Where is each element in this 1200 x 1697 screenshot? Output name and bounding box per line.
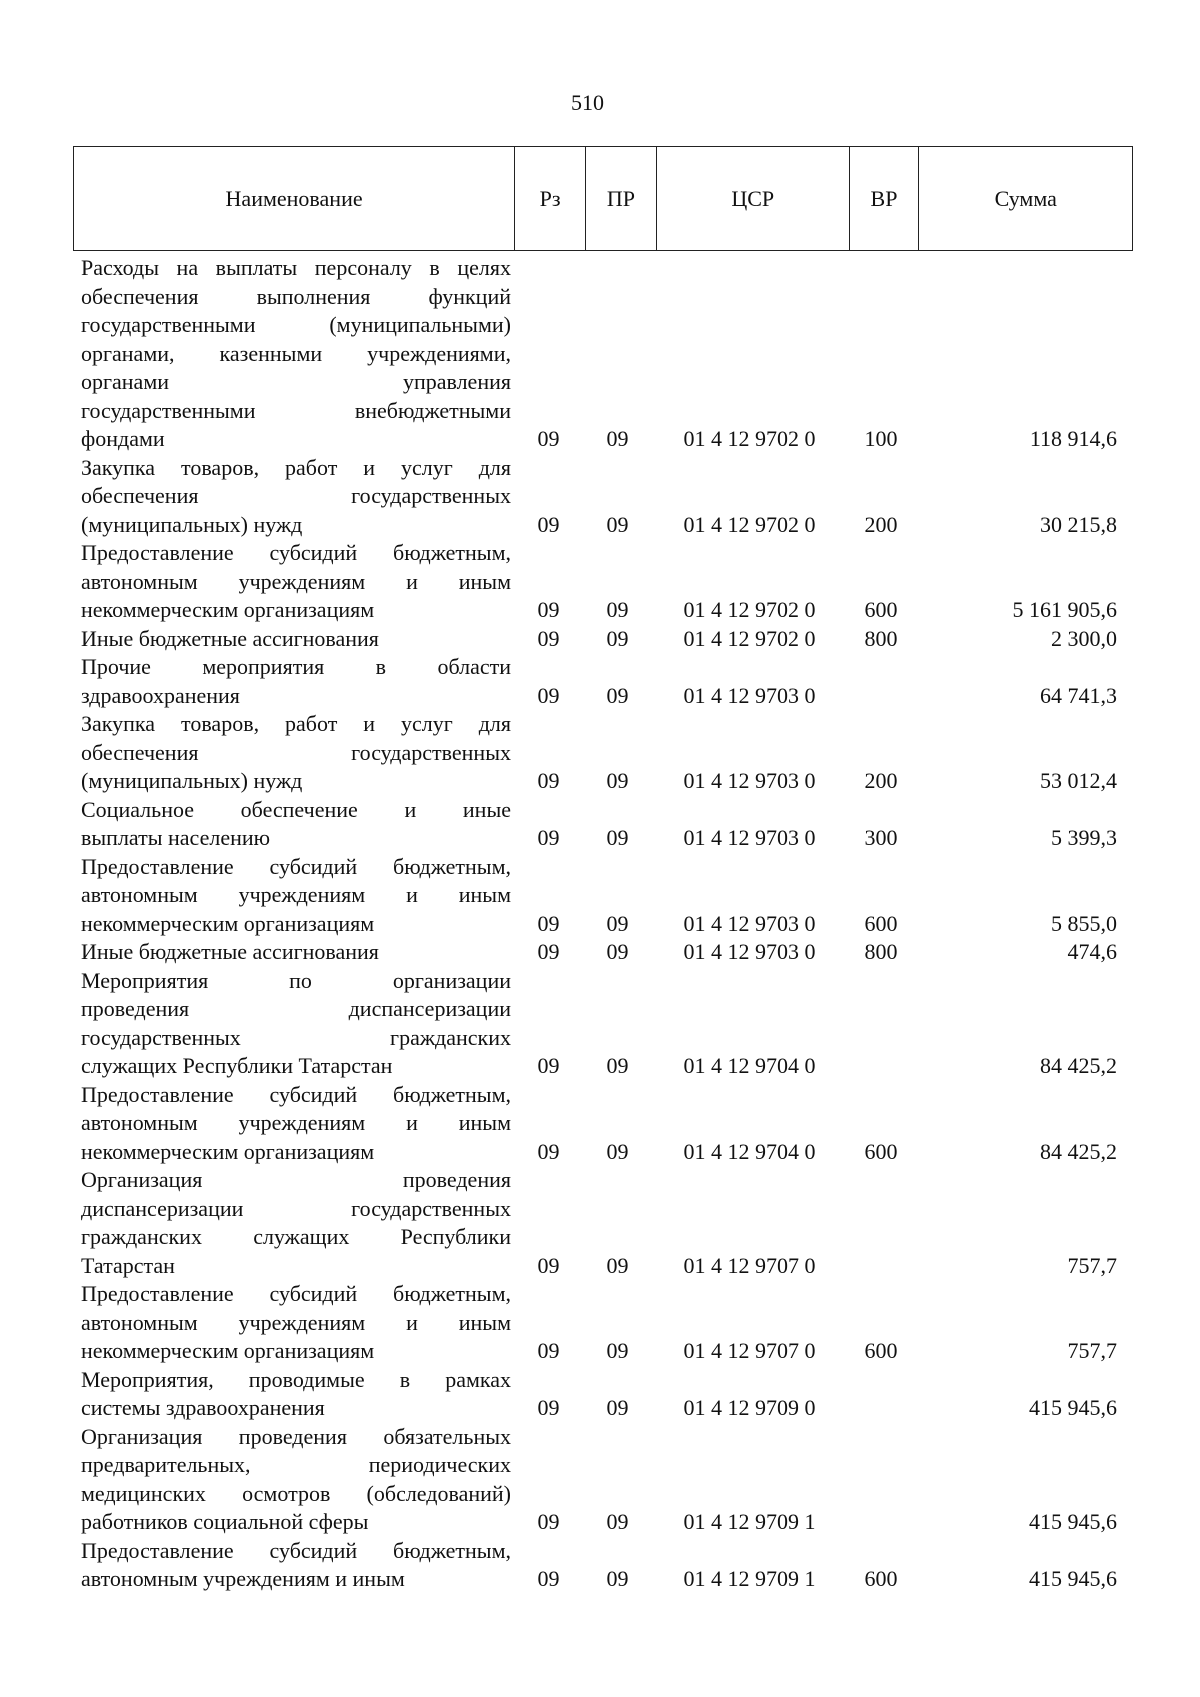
- row-name-line: выплаты населению: [81, 825, 271, 850]
- header-sum: Сумма: [994, 185, 1057, 211]
- row-csr: 01 4 12 9703 0: [683, 939, 816, 964]
- row-csr: 01 4 12 9709 1: [683, 1509, 816, 1534]
- row-name-line: фондами: [81, 426, 165, 451]
- row-csr: 01 4 12 9702 0: [683, 426, 816, 451]
- row-name-line: Иные бюджетные ассигнования: [81, 939, 379, 964]
- row-name-line: обеспечения выполнения функций: [81, 283, 511, 309]
- row-name-line: государственными внебюджетными: [81, 397, 511, 423]
- row-sum: 5 855,0: [1051, 910, 1117, 936]
- row-pr: 09: [606, 1566, 629, 1591]
- row-csr: 01 4 12 9709 1: [683, 1566, 816, 1591]
- row-rz: 09: [537, 1338, 560, 1363]
- row-pr: 09: [606, 939, 629, 964]
- row-name-line: Расходы на выплаты персоналу в целях: [81, 255, 511, 280]
- row-name: [73, 853, 511, 939]
- row-sum: 53 012,4: [1040, 768, 1117, 793]
- row-name: [73, 938, 511, 967]
- row-pr: 09: [606, 910, 629, 936]
- row-name: [73, 967, 511, 1081]
- row-csr: 01 4 12 9709 0: [683, 1395, 816, 1420]
- row-vr: 800: [864, 625, 898, 651]
- row-name-line: обеспечения государственных: [81, 739, 511, 765]
- row-name-line: предварительных, периодических: [81, 1452, 511, 1477]
- row-pr: 09: [606, 1138, 629, 1164]
- table-row: [73, 796, 1133, 853]
- row-name-line: органами управления: [81, 369, 511, 394]
- row-sum: 415 945,6: [1029, 1395, 1117, 1420]
- table-row: [73, 539, 1133, 625]
- row-name: [73, 710, 511, 796]
- row-name-line: обеспечения государственных: [81, 483, 511, 508]
- row-name: [73, 1280, 511, 1366]
- row-sum: 2 300,0: [1051, 625, 1117, 651]
- row-name-line: гражданских служащих Республики: [81, 1224, 511, 1249]
- row-vr: 600: [864, 1338, 898, 1363]
- row-sum: 757,7: [1067, 1338, 1117, 1363]
- header-pr: ПР: [586, 147, 657, 250]
- row-vr: 600: [864, 910, 898, 936]
- row-sum: 415 945,6: [1029, 1566, 1117, 1591]
- table-row: [73, 625, 1133, 654]
- row-name-line: Прочие мероприятия в области: [81, 654, 511, 679]
- row-name-line: Предоставление субсидий бюджетным,: [81, 1281, 511, 1306]
- row-csr: 01 4 12 9703 0: [683, 910, 816, 936]
- row-csr: 01 4 12 9704 0: [683, 1053, 816, 1078]
- row-name-line: (муниципальных) нужд: [81, 511, 303, 537]
- row-rz: 09: [537, 1395, 560, 1420]
- row-pr: 09: [606, 1252, 629, 1278]
- table-row: [73, 1166, 1133, 1280]
- row-csr: 01 4 12 9707 0: [683, 1338, 816, 1363]
- table-row: [73, 653, 1133, 710]
- row-pr: 09: [606, 1053, 629, 1078]
- table-row: [73, 967, 1133, 1081]
- row-rz: 09: [537, 1138, 560, 1164]
- table-row: [73, 454, 1133, 540]
- row-name-line: Предоставление субсидий бюджетным,: [81, 1081, 511, 1107]
- row-vr: 600: [864, 597, 898, 622]
- row-vr: 100: [864, 426, 898, 451]
- row-name-line: системы здравоохранения: [81, 1395, 325, 1420]
- row-csr: 01 4 12 9702 0: [683, 625, 816, 651]
- row-pr: 09: [606, 625, 629, 651]
- row-vr: 300: [864, 825, 898, 850]
- header-rz: Рз: [515, 147, 586, 250]
- row-name-line: Предоставление субсидий бюджетным,: [81, 853, 511, 879]
- row-name: [73, 254, 511, 454]
- row-rz: 09: [537, 1053, 560, 1078]
- row-name-line: автономным учреждениям и иным: [81, 882, 511, 907]
- row-csr: 01 4 12 9702 0: [683, 597, 816, 622]
- row-name-line: некоммерческим организациям: [81, 1138, 375, 1164]
- table-row: [73, 938, 1133, 967]
- row-vr: 200: [864, 768, 898, 793]
- row-name-line: работников социальной сферы: [81, 1509, 369, 1534]
- table-row: [73, 1366, 1133, 1423]
- row-pr: 09: [606, 511, 629, 537]
- row-name-line: Иные бюджетные ассигнования: [81, 625, 379, 651]
- row-vr: 200: [864, 511, 898, 537]
- row-pr: 09: [606, 597, 629, 622]
- row-name: [73, 1081, 511, 1167]
- row-name-line: Предоставление субсидий бюджетным,: [81, 1537, 511, 1563]
- row-vr: 600: [864, 1138, 898, 1164]
- row-name-line: Закупка товаров, работ и услуг для: [81, 454, 511, 480]
- row-name-line: автономным учреждениям и иным: [81, 568, 511, 594]
- header-csr: ЦСР: [657, 147, 850, 250]
- row-name-line: государственных гражданских: [81, 1024, 511, 1050]
- header-name: Наименование: [74, 147, 515, 250]
- row-rz: 09: [537, 1252, 560, 1278]
- row-rz: 09: [537, 682, 560, 708]
- row-pr: 09: [606, 426, 629, 451]
- header-vr: ВР: [850, 147, 920, 250]
- row-csr: 01 4 12 9703 0: [683, 768, 816, 793]
- row-name-line: Мероприятия по организации: [81, 967, 511, 993]
- row-pr: 09: [606, 682, 629, 708]
- row-name-line: медицинских осмотров (обследований): [81, 1480, 511, 1506]
- row-rz: 09: [537, 511, 560, 537]
- row-name-line: Социальное обеспечение и иные: [81, 796, 511, 822]
- row-name: [73, 1537, 511, 1594]
- row-sum: 474,6: [1067, 939, 1117, 964]
- row-sum: 757,7: [1067, 1252, 1117, 1278]
- row-sum: 30 215,8: [1040, 511, 1117, 537]
- row-name-line: (муниципальных) нужд: [81, 768, 303, 793]
- row-rz: 09: [537, 1566, 560, 1591]
- row-csr: 01 4 12 9703 0: [683, 825, 816, 850]
- row-sum: 64 741,3: [1040, 682, 1117, 708]
- row-csr: 01 4 12 9702 0: [683, 511, 816, 537]
- row-name: [73, 1366, 511, 1423]
- row-name-line: диспансеризации государственных: [81, 1195, 511, 1221]
- row-rz: 09: [537, 825, 560, 850]
- table-row: [73, 710, 1133, 796]
- row-vr: 600: [864, 1566, 898, 1591]
- row-sum: 5 399,3: [1051, 825, 1117, 850]
- row-name-line: Закупка товаров, работ и услуг для: [81, 711, 511, 736]
- row-rz: 09: [537, 597, 560, 622]
- row-rz: 09: [537, 1509, 560, 1534]
- row-name: [73, 653, 511, 710]
- row-name-line: Татарстан: [81, 1252, 175, 1278]
- row-name-line: автономным учреждениям и иным: [81, 1309, 511, 1335]
- row-csr: 01 4 12 9703 0: [683, 682, 816, 708]
- row-name-line: органами, казенными учреждениями,: [81, 340, 511, 366]
- table-row: [73, 1423, 1133, 1537]
- row-pr: 09: [606, 1395, 629, 1420]
- row-name-line: Организация проведения обязательных: [81, 1423, 511, 1449]
- row-csr: 01 4 12 9704 0: [683, 1138, 816, 1164]
- row-name-line: автономным учреждениям и иным: [81, 1110, 511, 1135]
- row-name-line: проведения диспансеризации: [81, 996, 511, 1021]
- row-vr: 800: [864, 939, 898, 964]
- row-name-line: некоммерческим организациям: [81, 597, 375, 622]
- row-rz: 09: [537, 625, 560, 651]
- row-name: [73, 1166, 511, 1280]
- row-name-line: некоммерческим организациям: [81, 1338, 375, 1363]
- table-row: [73, 853, 1133, 939]
- row-name-line: Организация проведения: [81, 1167, 511, 1192]
- row-name: [73, 454, 511, 540]
- table-row: [73, 254, 1133, 454]
- row-name: [73, 539, 511, 625]
- row-name-line: Мероприятия, проводимые в рамках: [81, 1366, 511, 1392]
- table-row: [73, 1537, 1133, 1594]
- row-rz: 09: [537, 426, 560, 451]
- row-sum: 5 161 905,6: [1012, 597, 1117, 622]
- row-rz: 09: [537, 910, 560, 936]
- row-name: [73, 1423, 511, 1537]
- row-name-line: автономным учреждениям и иным: [81, 1566, 405, 1591]
- row-name: [73, 796, 511, 853]
- row-rz: 09: [537, 768, 560, 793]
- page-number: 510: [571, 90, 604, 115]
- row-sum: 415 945,6: [1029, 1509, 1117, 1534]
- row-name-line: служащих Республики Татарстан: [81, 1053, 393, 1078]
- row-name-line: здравоохранения: [81, 682, 240, 708]
- row-rz: 09: [537, 939, 560, 964]
- table-row: [73, 1081, 1133, 1167]
- row-pr: 09: [606, 1338, 629, 1363]
- row-name-line: государственными (муниципальными): [81, 312, 511, 337]
- row-sum: 118 914,6: [1029, 426, 1117, 451]
- row-name-line: Предоставление субсидий бюджетным,: [81, 540, 511, 565]
- row-csr: 01 4 12 9707 0: [683, 1252, 816, 1278]
- row-pr: 09: [606, 825, 629, 850]
- row-sum: 84 425,2: [1040, 1138, 1117, 1164]
- table-header: [73, 146, 1133, 251]
- row-sum: 84 425,2: [1040, 1053, 1117, 1078]
- row-name-line: некоммерческим организациям: [81, 910, 375, 936]
- row-pr: 09: [606, 768, 629, 793]
- table-body: [73, 254, 1133, 1594]
- row-pr: 09: [606, 1509, 629, 1534]
- row-name: [73, 625, 511, 654]
- table-row: [73, 1280, 1133, 1366]
